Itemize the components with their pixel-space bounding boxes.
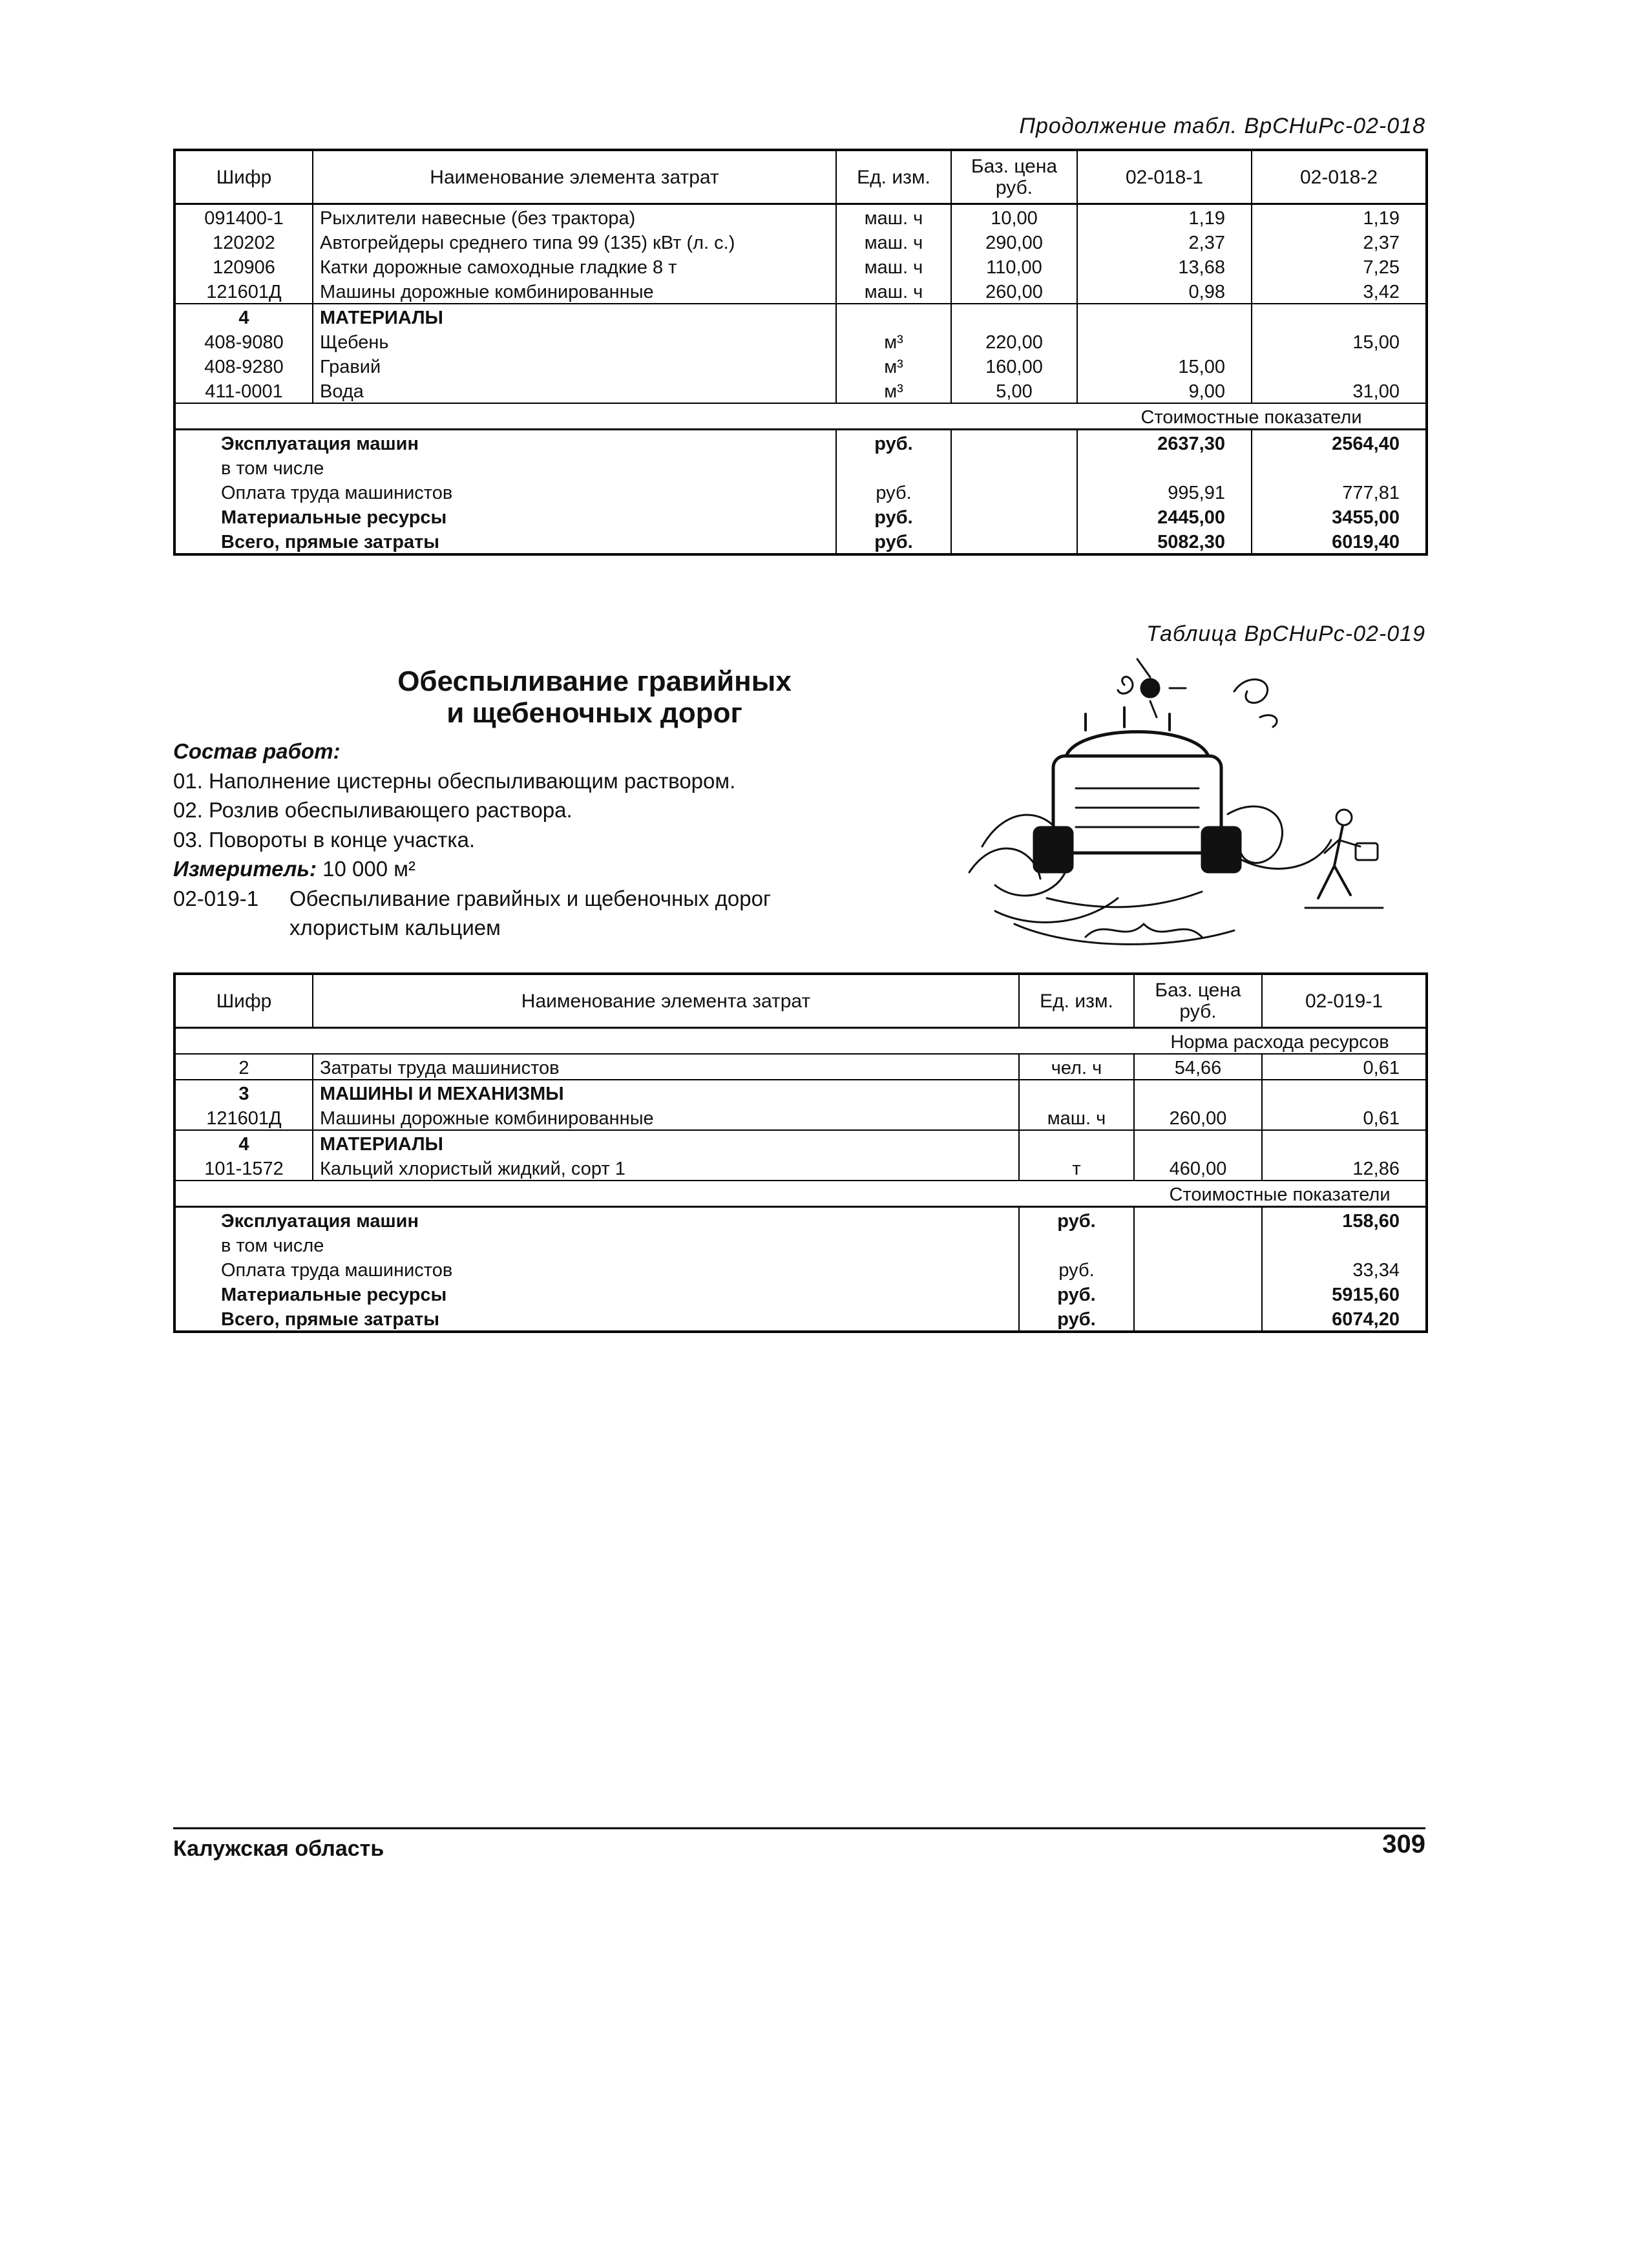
continuation-caption: Продолжение табл. ВрСНиРс-02-018 <box>1019 114 1425 138</box>
cell-value-1: 0,61 <box>1262 1054 1427 1080</box>
cost-row <box>174 1257 1427 1281</box>
footer-divider <box>173 1827 1425 1829</box>
cell-price: 160,00 <box>951 353 1077 378</box>
measure-value: 10 000 м² <box>322 857 415 881</box>
item-description <box>289 884 771 943</box>
table-header-row <box>174 974 1427 1028</box>
cell-unit: маш. ч <box>836 204 951 230</box>
cell-unit <box>1019 1130 1134 1155</box>
cell-value-2 <box>1252 304 1427 329</box>
cell-price <box>1134 1080 1262 1105</box>
cost-unit <box>1019 1232 1134 1257</box>
cell-price: 5,00 <box>951 378 1077 403</box>
cell-value-2: 1,19 <box>1252 204 1427 230</box>
cell-price: 260,00 <box>951 278 1077 304</box>
work-item: 02. Розлив обеспыливающего раствора. <box>173 798 572 823</box>
cell-value-2: 31,00 <box>1252 378 1427 403</box>
cell-code: 091400-1 <box>174 204 313 230</box>
cell-unit: маш. ч <box>836 229 951 254</box>
cost-value-1: 33,34 <box>1262 1257 1427 1281</box>
cell-value-1: 1,19 <box>1077 204 1252 230</box>
cost-name: Материальные ресурсы <box>174 504 836 529</box>
cost-value-1: 5082,30 <box>1077 529 1252 554</box>
cost-name: Всего, прямые затраты <box>174 529 836 554</box>
cost-row <box>174 1207 1427 1233</box>
cost-value-1: 995,91 <box>1077 479 1252 504</box>
cell-price: 460,00 <box>1134 1155 1262 1181</box>
cell-price <box>1134 1130 1262 1155</box>
col-header-name: Наименование элемента затрат <box>313 974 1019 1028</box>
cell-value-2: 7,25 <box>1252 254 1427 278</box>
cost-value-1: 158,60 <box>1262 1207 1427 1233</box>
norm-header: Норма расхода ресурсов <box>1134 1028 1427 1055</box>
item-description-line-1: Обеспыливание гравийных и щебеночных дорог <box>289 886 772 910</box>
cost-name: Эксплуатация машин <box>174 430 836 456</box>
footer-region: Калужская область <box>173 1836 384 1861</box>
measure-line <box>173 854 936 884</box>
cell-unit <box>836 304 951 329</box>
dust-machine-illustration <box>956 653 1422 956</box>
cell-name: Машины дорожные комбинированные <box>313 1105 1019 1130</box>
cell-price: 260,00 <box>1134 1105 1262 1130</box>
cost-value-1: 5915,60 <box>1262 1281 1427 1306</box>
cell-value-1 <box>1262 1130 1427 1155</box>
cost-row <box>174 1306 1427 1332</box>
section-title-line-2: и щебеночных дорог <box>446 697 742 730</box>
table-row <box>174 1155 1427 1181</box>
table-row <box>174 204 1427 230</box>
cost-name: Оплата труда машинистов <box>174 1257 1019 1281</box>
section-title <box>362 666 827 730</box>
measure-label: Измеритель: <box>173 857 317 881</box>
cost-unit: руб. <box>836 529 951 554</box>
cost-header-row <box>174 403 1427 430</box>
cell-unit: маш. ч <box>836 254 951 278</box>
cost-value-2: 6019,40 <box>1252 529 1427 554</box>
cell-code: 120202 <box>174 229 313 254</box>
work-item: 03. Повороты в конце участка. <box>173 827 476 852</box>
work-composition-label: Состав работ: <box>173 739 341 763</box>
cell-name: Затраты труда машинистов <box>313 1054 1019 1080</box>
cost-value-2: 777,81 <box>1252 479 1427 504</box>
cost-row <box>174 479 1427 504</box>
cost-value-1: 6074,20 <box>1262 1306 1427 1332</box>
cell-name: Вода <box>313 378 836 403</box>
item-line <box>173 884 936 943</box>
cost-unit: руб. <box>836 479 951 504</box>
col-header-unit: Ед. изм. <box>1019 974 1134 1028</box>
cell-value-1: 15,00 <box>1077 353 1252 378</box>
cell-value-1 <box>1077 304 1252 329</box>
cost-unit: руб. <box>836 430 951 456</box>
col-header-code: Шифр <box>174 150 313 204</box>
cell-code: 121601Д <box>174 1105 313 1130</box>
cell-unit: м³ <box>836 329 951 353</box>
cost-name: в том числе <box>174 455 836 479</box>
cell-name: Щебень <box>313 329 836 353</box>
cell-code: 411-0001 <box>174 378 313 403</box>
cell-unit: м³ <box>836 353 951 378</box>
table-02-019 <box>173 972 1428 1333</box>
table-row <box>174 353 1427 378</box>
cost-value-1 <box>1077 455 1252 479</box>
cell-price: 290,00 <box>951 229 1077 254</box>
cell-code: 4 <box>174 1130 313 1155</box>
cost-header-row <box>174 1181 1427 1207</box>
cell-value-2 <box>1252 353 1427 378</box>
cell-code: 408-9080 <box>174 329 313 353</box>
cell-value-1: 12,86 <box>1262 1155 1427 1181</box>
cell-value-1: 13,68 <box>1077 254 1252 278</box>
cell-name: Рыхлители навесные (без трактора) <box>313 204 836 230</box>
cost-name: Материальные ресурсы <box>174 1281 1019 1306</box>
cell-name: Кальций хлористый жидкий, сорт 1 <box>313 1155 1019 1181</box>
table-row <box>174 1080 1427 1105</box>
cost-value-1: 2637,30 <box>1077 430 1252 456</box>
col-header-unit: Ед. изм. <box>836 150 951 204</box>
table-row <box>174 1054 1427 1080</box>
cell-price: 220,00 <box>951 329 1077 353</box>
cell-value-1: 0,98 <box>1077 278 1252 304</box>
cost-row <box>174 455 1427 479</box>
table-row <box>174 304 1427 329</box>
cell-unit: маш. ч <box>1019 1105 1134 1130</box>
cell-unit: т <box>1019 1155 1134 1181</box>
cost-value-2: 3455,00 <box>1252 504 1427 529</box>
cost-header: Стоимостные показатели <box>1134 1181 1427 1207</box>
page-number: 309 <box>1382 1830 1425 1858</box>
cell-value-1 <box>1262 1080 1427 1105</box>
table-row <box>174 229 1427 254</box>
cost-row <box>174 1232 1427 1257</box>
cell-unit: м³ <box>836 378 951 403</box>
cost-value-1: 2445,00 <box>1077 504 1252 529</box>
cell-code: 120906 <box>174 254 313 278</box>
cell-code: 2 <box>174 1054 313 1080</box>
cost-header: Стоимостные показатели <box>1077 403 1427 430</box>
col-header-name: Наименование элемента затрат <box>313 150 836 204</box>
item-description-line-2: хлористым кальцием <box>289 916 501 940</box>
table-row <box>174 1130 1427 1155</box>
cell-unit: чел. ч <box>1019 1054 1134 1080</box>
table-row <box>174 254 1427 278</box>
cell-price <box>951 304 1077 329</box>
cell-code: 101-1572 <box>174 1155 313 1181</box>
cell-unit: маш. ч <box>836 278 951 304</box>
section-body <box>173 737 936 943</box>
cost-unit: руб. <box>1019 1281 1134 1306</box>
table-02-018 <box>173 149 1428 556</box>
cell-code: 408-9280 <box>174 353 313 378</box>
col-header-02-018-1: 02-018-1 <box>1077 150 1252 204</box>
cost-value-1 <box>1262 1232 1427 1257</box>
cost-unit: руб. <box>1019 1207 1134 1233</box>
table-row <box>174 1105 1427 1130</box>
cell-price: 10,00 <box>951 204 1077 230</box>
cost-unit: руб. <box>1019 1306 1134 1332</box>
col-header-price: Баз. цена руб. <box>1134 974 1262 1028</box>
table-row <box>174 378 1427 403</box>
cost-unit: руб. <box>836 504 951 529</box>
cell-name: Автогрейдеры среднего типа 99 (135) кВт (л. с.) <box>313 229 836 254</box>
table-header-row <box>174 150 1427 204</box>
cell-price: 54,66 <box>1134 1054 1262 1080</box>
cell-name: МАШИНЫ И МЕХАНИЗМЫ <box>313 1080 1019 1105</box>
cell-value-1: 9,00 <box>1077 378 1252 403</box>
col-header-code: Шифр <box>174 974 313 1028</box>
cost-row <box>174 430 1427 456</box>
cost-row <box>174 504 1427 529</box>
col-header-02-018-2: 02-018-2 <box>1252 150 1427 204</box>
cost-value-2 <box>1252 455 1427 479</box>
cell-name: Машины дорожные комбинированные <box>313 278 836 304</box>
cell-value-2: 3,42 <box>1252 278 1427 304</box>
cell-value-1: 0,61 <box>1262 1105 1427 1130</box>
cell-name: Гравий <box>313 353 836 378</box>
cell-value-1: 2,37 <box>1077 229 1252 254</box>
table-caption: Таблица ВрСНиРс-02-019 <box>1146 622 1425 646</box>
cell-unit <box>1019 1080 1134 1105</box>
cost-value-2: 2564,40 <box>1252 430 1427 456</box>
cell-name: Катки дорожные самоходные гладкие 8 т <box>313 254 836 278</box>
cell-name: МАТЕРИАЛЫ <box>313 1130 1019 1155</box>
cost-unit: руб. <box>1019 1257 1134 1281</box>
cost-name: Эксплуатация машин <box>174 1207 1019 1233</box>
cost-row <box>174 529 1427 554</box>
cost-unit <box>836 455 951 479</box>
col-header-02-019-1: 02-019-1 <box>1262 974 1427 1028</box>
section-title-line-1: Обеспыливание гравийных <box>397 666 792 697</box>
table-row <box>174 329 1427 353</box>
work-item: 01. Наполнение цистерны обеспыливающим раствором. <box>173 768 736 793</box>
cost-row <box>174 1281 1427 1306</box>
cell-value-2: 15,00 <box>1252 329 1427 353</box>
table-row <box>174 278 1427 304</box>
col-header-price: Баз. цена руб. <box>951 150 1077 204</box>
cell-value-1 <box>1077 329 1252 353</box>
cost-name: Всего, прямые затраты <box>174 1306 1019 1332</box>
cell-value-2: 2,37 <box>1252 229 1427 254</box>
cell-code: 4 <box>174 304 313 329</box>
cell-code: 121601Д <box>174 278 313 304</box>
cost-name: Оплата труда машинистов <box>174 479 836 504</box>
cost-name: в том числе <box>174 1232 1019 1257</box>
cell-name: МАТЕРИАЛЫ <box>313 304 836 329</box>
cell-code: 3 <box>174 1080 313 1105</box>
item-code: 02-019-1 <box>173 886 259 910</box>
cell-price: 110,00 <box>951 254 1077 278</box>
norm-header-row <box>174 1028 1427 1055</box>
